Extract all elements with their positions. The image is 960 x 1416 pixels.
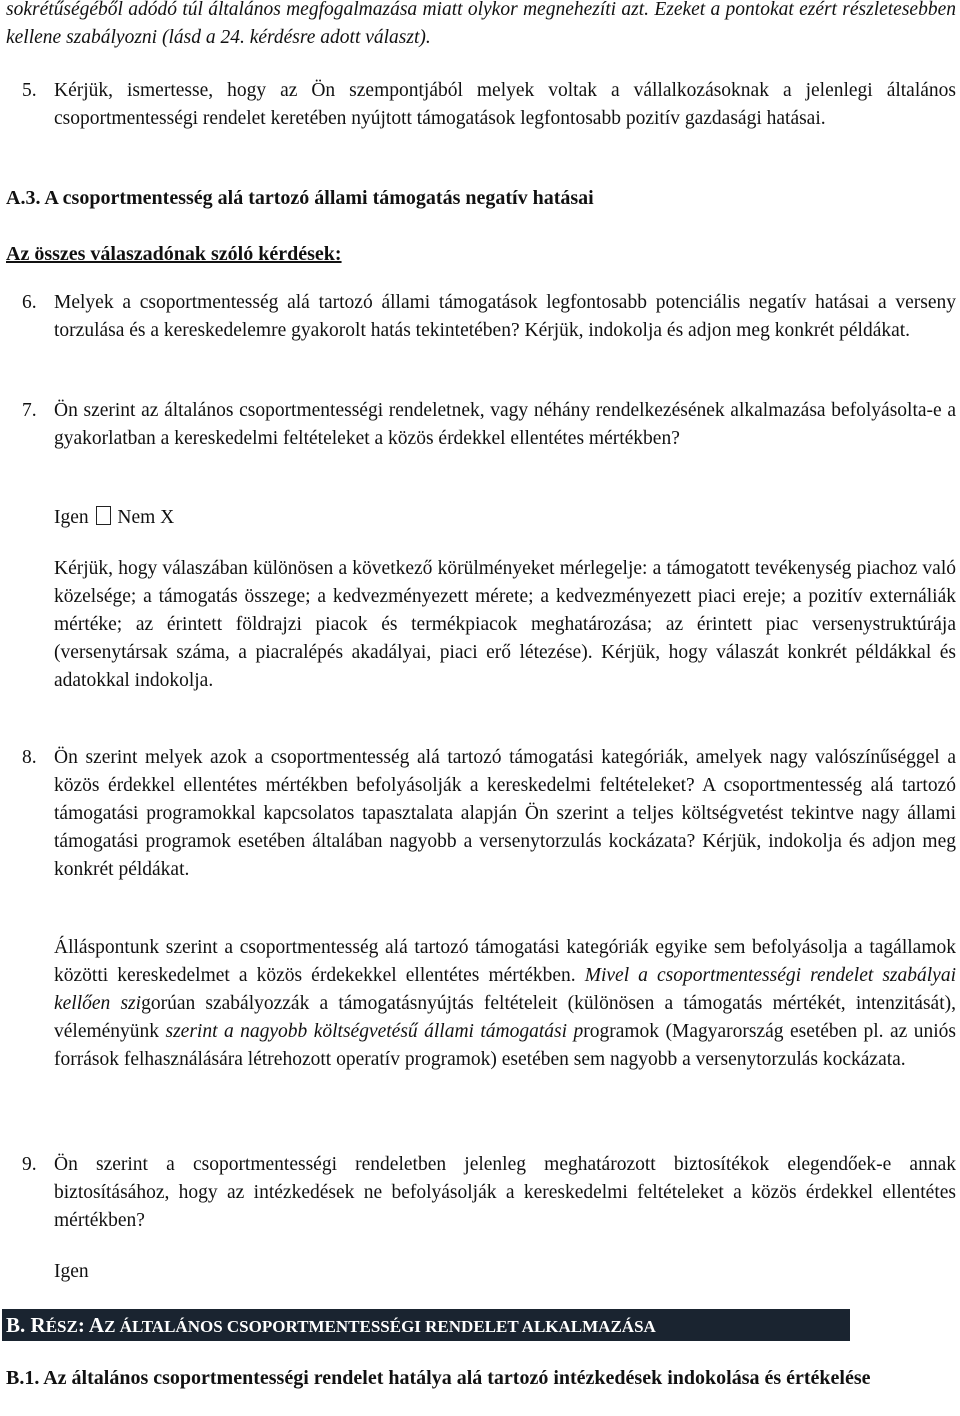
- question-8-answer: [54, 934, 956, 1074]
- answer-8-part-3: rogramok (Magyarország esetében pl. az uniós források felhasználására létrehozott operatív programok) esetében sem nagyobb a versenytorzulás kockázata.: [54, 1021, 956, 1070]
- section-a3-title: A.3. A csoportmentesség alá tartozó állami támogatás negatív hatásai: [6, 187, 594, 209]
- question-8-text: Ön szerint melyek azok a csoportmentesség alá tartozó támogatási kategóriák, amelyek nagy valószínűséggel a közös érdekkel ellentétes mértékben befolyásolják a kereskedelmi feltételeket? A csoportmentesség alá tartozó támogatási programokkal kapcsolatos tapasztalata alapján Ön szerint a teljes költségvetést tekintve nagy állami támogatási programok esetében általában nagyobb a versenytorzulás kockázata? Kérjük, indokolja és adjon meg konkrét példákat.: [54, 747, 956, 880]
- question-9-text: Ön szerint a csoportmentességi rendeletben jelenleg meghatározott biztosítékok elegendőek-e annak biztosításához, hogy az intézkedések ne befolyásolják a kereskedelmi feltételeket a közös érdekkel ellentétes mértékben?: [54, 1154, 956, 1231]
- question-5-text: Kérjük, ismertesse, hogy az Ön szempontjából melyek voltak a vállalkozásoknak a jelenlegi általános csoportmentességi rendelet keretében nyújtott támogatások legfontosabb pozitív gazdasági hatásai.: [54, 80, 956, 129]
- answer-8-italic-2: szerint a nagyobb költségvetésű állami támogatási p: [165, 1021, 584, 1042]
- question-9-number: 9.: [22, 1154, 37, 1175]
- no-option-label: Nem X: [117, 507, 175, 528]
- question-7-number: 7.: [22, 400, 37, 421]
- section-a3-subtitle: Az összes válaszadónak szóló kérdések:: [6, 243, 342, 265]
- section-b1-title: B.1. Az általános csoportmentességi rendelet hatálya alá tartozó intézkedések indokolása és értékelése: [6, 1367, 871, 1389]
- yes-option-label: Igen: [54, 507, 89, 528]
- question-6-number: 6.: [22, 292, 37, 313]
- question-6-text: Melyek a csoportmentesség alá tartozó állami támogatások legfontosabb potenciális negatív hatásai a verseny torzulása és a kereskedelemre gyakorolt hatás tekintetében? Kérjük, indokolja és adjon meg konkrét példákat.: [54, 292, 956, 341]
- checkbox-icon: [96, 506, 111, 525]
- question-7-note: Kérjük, hogy válaszában különösen a következő körülményeket mérlegelje: a támogatott tevékenység piachoz való közelsége; a támogatás összege; a kedvezményezett mérete; a kedvezményezett piaci ereje; a pozitív externáliák mértéke; az érintett földrajzi piacok és termékpiacok meghatározása; az érintett piac versenystruktúrája (versenytársak száma, a piacralépés akadályai, piaci erő létezése). Kérjük, hogy válaszát konkrét példákkal és adatokkal indokolja.: [54, 558, 956, 691]
- question-5-number: 5.: [22, 80, 37, 101]
- answer-8-part-2: gorúan szabályozzák a támogatásnyújtás feltételeit (különösen a támogatás mértékét, intenzitását), véleményünk: [54, 993, 956, 1042]
- question-7-answer-options: [54, 504, 956, 532]
- answer-8-part-1: Álláspontunk szerint a csoportmentesség alá tartozó támogatási kategóriák egyike sem befolyásolja a tagállamok közötti kereskedelmet a közös érdekekkel ellentétes mértékben.: [54, 937, 956, 986]
- answer-8-italic-1: Mivel a csoportmentességi rendelet szabályai kellően szi: [54, 965, 957, 1014]
- question-9-answer: Igen: [54, 1261, 89, 1282]
- section-b-title: B. RÉSZ: AZ ÁLTALÁNOS CSOPORTMENTESSÉGI RENDELET ALKALMAZÁSA: [6, 1313, 656, 1337]
- question-7-text: Ön szerint az általános csoportmentességi rendeletnek, vagy néhány rendelkezésének alkalmazása befolyásolta-e a gyakorlatban a kereskedelmi feltételeket a közös érdekkel ellentétes mértékben?: [54, 400, 956, 449]
- intro-paragraph: sokrétűségéből adódó túl általános megfogalmazása miatt olykor megnehezíti azt. Ezeket a pontokat ezért részletesebben kellene szabályozni (lásd a 24. kérdésre adott választ).: [6, 0, 956, 48]
- question-8-number: 8.: [22, 747, 37, 768]
